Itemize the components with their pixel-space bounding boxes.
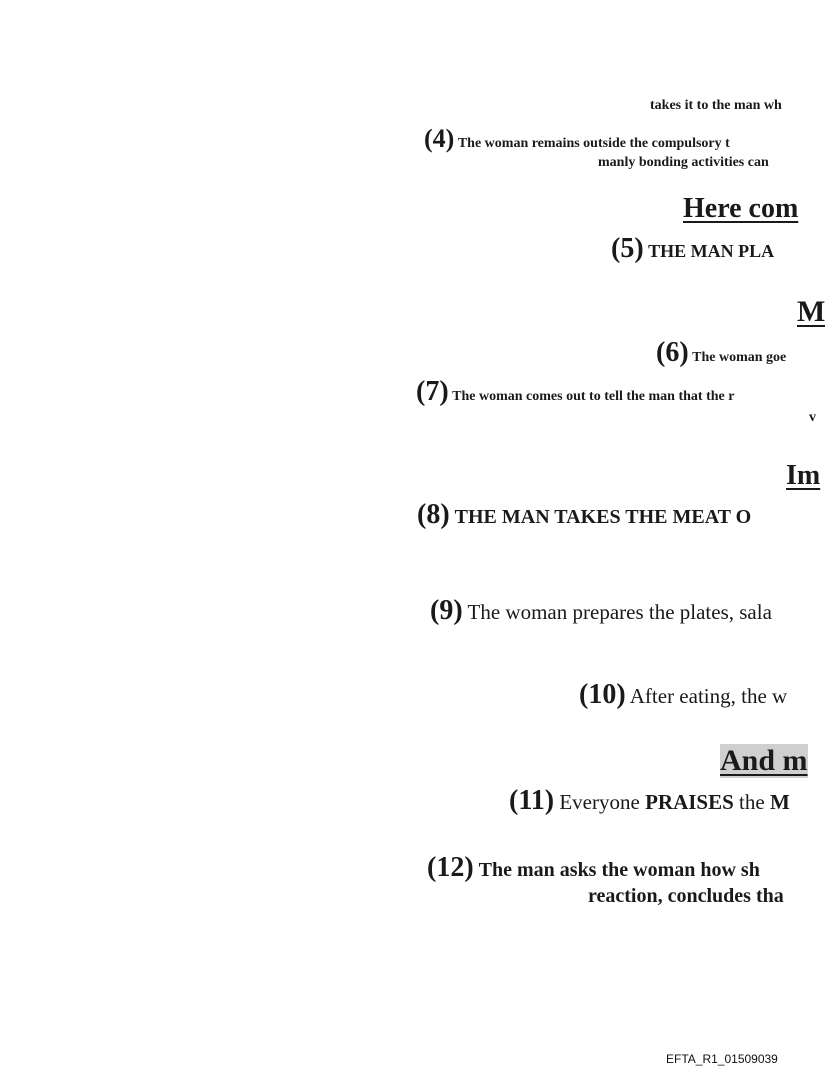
section-heading-highlighted: And m — [720, 744, 808, 777]
line-3-tail: takes it to the man wh — [650, 98, 782, 113]
item-text-bold: M — [769, 790, 790, 814]
section-heading: Here com — [683, 193, 799, 224]
item-4 — [424, 124, 730, 154]
document-id-footer: EFTA_R1_01509039 — [666, 1052, 778, 1066]
item-text-bold: PRAISES — [645, 790, 734, 814]
item-text: After eating, the w — [629, 684, 788, 708]
item-number: (10) — [579, 679, 626, 710]
item-number: (9) — [430, 595, 463, 626]
item-6 — [656, 337, 786, 369]
item-text: the — [739, 790, 765, 814]
item-number: (7) — [416, 376, 449, 407]
item-text: The woman goe — [692, 350, 787, 365]
item-text: The woman prepares the plates, sala — [467, 600, 772, 624]
item-10 — [579, 679, 787, 711]
item-5 — [611, 233, 774, 265]
item-number: (5) — [611, 233, 644, 264]
section-heading: Im — [786, 460, 821, 491]
item-text: The woman comes out to tell the man that the r — [452, 389, 735, 404]
item-text: The woman remains outside the compulsory t — [457, 136, 730, 151]
item-number: (11) — [509, 785, 555, 816]
item-7 — [416, 376, 734, 408]
item-number: (6) — [656, 337, 689, 368]
item-12-continued: reaction, concludes tha — [588, 885, 784, 907]
item-11 — [509, 785, 790, 817]
item-8 — [417, 499, 751, 531]
item-number: (4) — [424, 124, 455, 153]
item-text: The man asks the woman how sh — [478, 859, 760, 881]
item-12 — [427, 852, 760, 884]
item-9 — [430, 595, 772, 627]
item-7-continued: v — [809, 410, 816, 425]
item-text: THE MAN PLA — [648, 241, 775, 261]
item-number: (8) — [417, 499, 450, 530]
item-4-continued: manly bonding activities can — [598, 155, 769, 170]
section-heading: M — [797, 295, 825, 328]
item-number: (12) — [427, 852, 474, 883]
item-text: THE MAN TAKES THE MEAT O — [454, 506, 752, 528]
item-text: Everyone — [559, 790, 640, 814]
